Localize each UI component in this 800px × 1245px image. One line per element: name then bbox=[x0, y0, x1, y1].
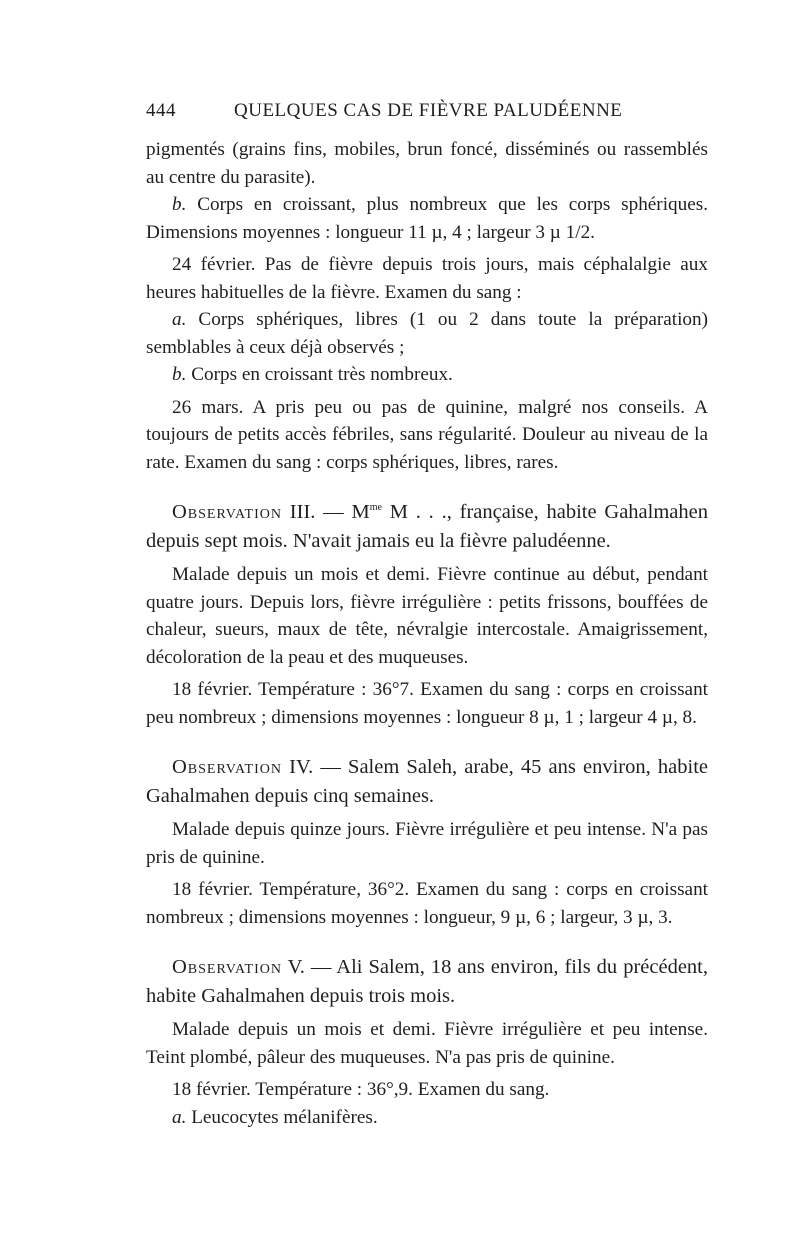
page-content bbox=[146, 100, 708, 1131]
observation-text: V. — Ali Salem, 18 ans environ, fils du précédent, habite Gahalmahen depuis trois mois. bbox=[146, 956, 708, 1007]
observation-text: M . . ., française, habite Gahalmahen depuis sept mois. N'avait jamais eu la fièvre paludéenne. bbox=[146, 501, 708, 552]
paragraph: Malade depuis un mois et demi. Fièvre irrégulière et peu intense. Teint plombé, pâleur des muqueuses. N'a pas pris de quinine. bbox=[146, 1019, 708, 1068]
observation-number: III. — M bbox=[282, 501, 370, 523]
paragraph: 26 mars. A pris peu ou pas de quinine, malgré nos conseils. A toujours de petits accès fébriles, sans régularité. Douleur au niveau de la rate. Examen du sang : corps sphériques, libres, rares. bbox=[146, 396, 708, 473]
paragraph-text: Leucocytes mélanifères. bbox=[186, 1106, 378, 1128]
paragraph: 18 février. Température : 36°,9. Examen du sang. bbox=[172, 1079, 550, 1100]
paragraph bbox=[146, 1104, 708, 1132]
paragraph-text: Corps sphériques, libres (1 ou 2 dans toute la préparation) semblables à ceux déjà observés ; bbox=[146, 309, 708, 358]
paragraph-text: Corps en croissant, plus nombreux que les corps sphériques. Dimensions moyennes : longueur 11 µ, 4 ; largeur 3 µ 1/2. bbox=[146, 194, 708, 243]
observation-label: Observation bbox=[172, 501, 282, 523]
observation-label: Observation bbox=[172, 956, 282, 978]
observation-heading bbox=[146, 498, 708, 556]
list-letter: b. bbox=[172, 194, 187, 215]
list-letter: a. bbox=[172, 309, 187, 330]
paragraph: 18 février. Température : 36°7. Examen du sang : corps en croissant peu nombreux ; dimensions moyennes : longueur 8 µ, 1 ; largeur 4 µ, 8. bbox=[146, 679, 708, 728]
observation-heading bbox=[146, 753, 708, 811]
paragraph bbox=[146, 361, 708, 389]
paragraph: Malade depuis quinze jours. Fièvre irrégulière et peu intense. N'a pas pris de quinine. bbox=[146, 819, 708, 868]
paragraph bbox=[146, 306, 708, 361]
running-title: QUELQUES CAS DE FIÈVRE PALUDÉENNE bbox=[234, 100, 623, 121]
running-header bbox=[146, 100, 708, 122]
page-number: 444 bbox=[146, 100, 176, 121]
list-letter: a. bbox=[172, 1106, 187, 1128]
superscript: me bbox=[369, 502, 382, 514]
paragraph: pigmentés (grains fins, mobiles, brun foncé, disséminés ou rassemblés au centre du parasite). bbox=[146, 139, 708, 188]
observation-heading bbox=[146, 953, 708, 1011]
list-letter: b. bbox=[172, 364, 187, 385]
paragraph-text: Corps en croissant très nombreux. bbox=[186, 364, 453, 385]
paragraph: 24 février. Pas de fièvre depuis trois jours, mais céphalalgie aux heures habituelles de la fièvre. Examen du sang : bbox=[146, 254, 708, 303]
paragraph bbox=[146, 191, 708, 246]
paragraph: 18 février. Température, 36°2. Examen du sang : corps en croissant nombreux ; dimensions moyennes : longueur, 9 µ, 6 ; largeur, 3 µ, 3. bbox=[146, 879, 708, 928]
observation-text: IV. — Salem Saleh, arabe, 45 ans environ, habite Gahalmahen depuis cinq semaines. bbox=[146, 756, 708, 807]
observation-label: Observation bbox=[172, 756, 282, 778]
paragraph: Malade depuis un mois et demi. Fièvre continue au début, pendant quatre jours. Depuis lors, fièvre irrégulière : petits frissons, bouffées de chaleur, sueurs, maux de tête, névralgie intercostale. Amaigrissement, décoloration de la peau et des muqueuses. bbox=[146, 564, 708, 668]
